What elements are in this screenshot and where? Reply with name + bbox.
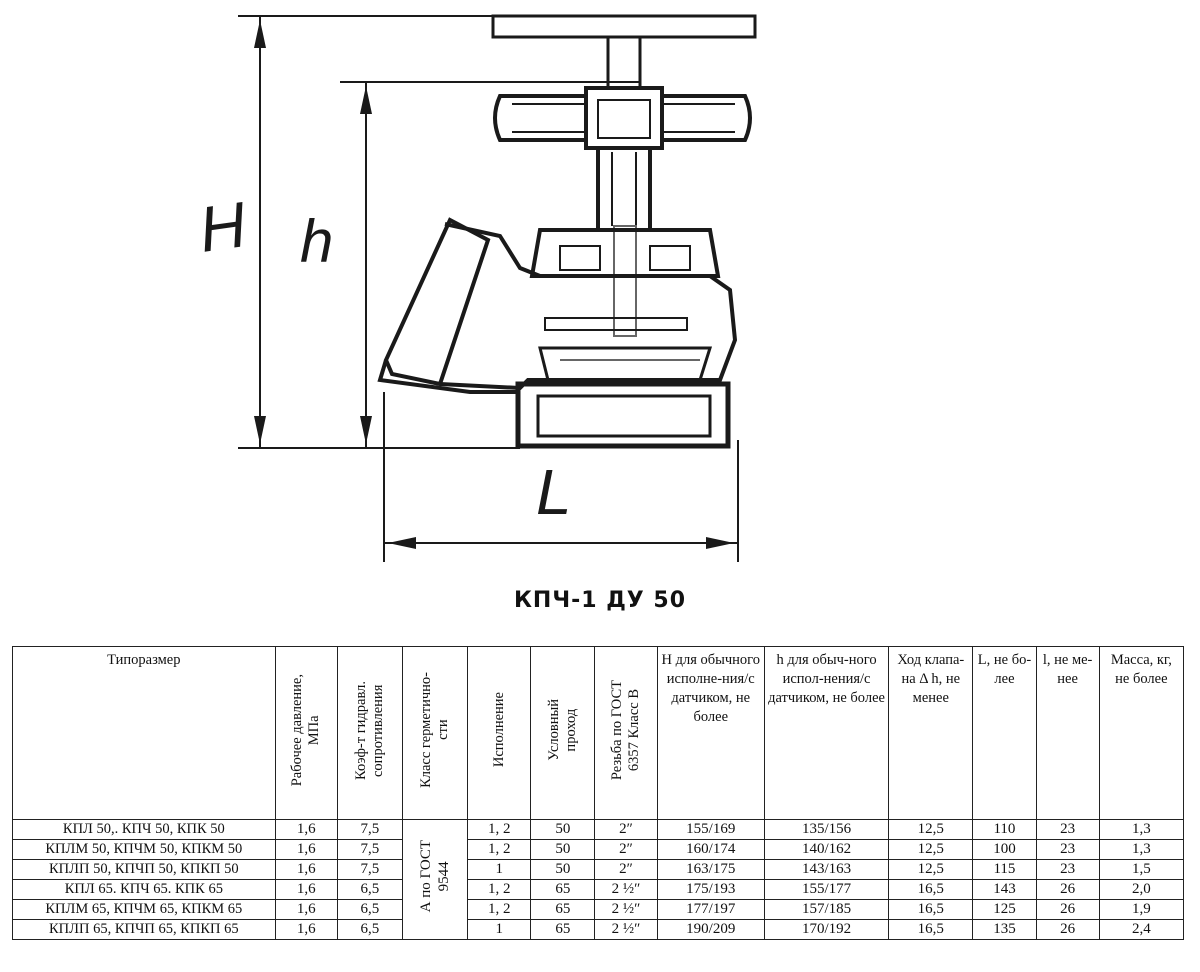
cell-L: 115 bbox=[973, 860, 1036, 880]
cell-model: КПЛ 50,. КПЧ 50, КПК 50 bbox=[13, 820, 276, 840]
cell-version: 1, 2 bbox=[468, 880, 531, 900]
cell-l: 23 bbox=[1036, 860, 1099, 880]
header-cell: l, не ме-нее bbox=[1036, 647, 1099, 820]
dim-L-label: L bbox=[536, 456, 572, 528]
header-cell: Резьба по ГОСТ 6357 Класс В bbox=[595, 647, 657, 820]
header-cell: Ход клапа-на Δ h, не менее bbox=[889, 647, 973, 820]
cell-H: 163/175 bbox=[657, 860, 764, 880]
cell-mass: 1,3 bbox=[1099, 840, 1183, 860]
cell-version: 1, 2 bbox=[468, 900, 531, 920]
cell-l: 23 bbox=[1036, 840, 1099, 860]
cell-nominal-bore: 50 bbox=[531, 840, 595, 860]
cell-resistance: 7,5 bbox=[337, 840, 402, 860]
cell-thread: 2 ½″ bbox=[595, 900, 657, 920]
cell-nominal-bore: 65 bbox=[531, 900, 595, 920]
cell-nominal-bore: 65 bbox=[531, 880, 595, 900]
header-cell: L, не бо-лее bbox=[973, 647, 1036, 820]
cell-L: 143 bbox=[973, 880, 1036, 900]
cell-resistance: 6,5 bbox=[337, 880, 402, 900]
cell-resistance: 7,5 bbox=[337, 860, 402, 880]
cell-mass: 2,4 bbox=[1099, 920, 1183, 940]
cell-H: 175/193 bbox=[657, 880, 764, 900]
cell-model: КПЛ 65. КПЧ 65. КПК 65 bbox=[13, 880, 276, 900]
cell-pressure: 1,6 bbox=[275, 820, 337, 840]
cell-thread: 2 ½″ bbox=[595, 920, 657, 940]
cell-l: 26 bbox=[1036, 900, 1099, 920]
table-row bbox=[13, 840, 1184, 860]
cell-L: 135 bbox=[973, 920, 1036, 940]
cell-mass: 1,3 bbox=[1099, 820, 1183, 840]
cell-l: 26 bbox=[1036, 920, 1099, 940]
cell-nominal-bore: 65 bbox=[531, 920, 595, 940]
cell-H: 190/209 bbox=[657, 920, 764, 940]
cell-h: 143/163 bbox=[764, 860, 888, 880]
cell-H: 177/197 bbox=[657, 900, 764, 920]
cell-l: 26 bbox=[1036, 880, 1099, 900]
drawing-caption: КПЧ-1 ДУ 50 bbox=[513, 588, 687, 613]
header-cell: Типоразмер bbox=[13, 647, 276, 820]
cell-pressure: 1,6 bbox=[275, 880, 337, 900]
cell-pressure: 1,6 bbox=[275, 860, 337, 880]
table-row bbox=[13, 880, 1184, 900]
cell-stroke: 12,5 bbox=[889, 840, 973, 860]
cell-L: 110 bbox=[973, 820, 1036, 840]
table-row bbox=[13, 860, 1184, 880]
cell-tightness-class: А по ГОСТ 9544 bbox=[402, 820, 467, 940]
cell-l: 23 bbox=[1036, 820, 1099, 840]
cell-L: 125 bbox=[973, 900, 1036, 920]
cell-L: 100 bbox=[973, 840, 1036, 860]
cell-H: 155/169 bbox=[657, 820, 764, 840]
cell-version: 1 bbox=[468, 860, 531, 880]
cell-nominal-bore: 50 bbox=[531, 860, 595, 880]
cell-stroke: 16,5 bbox=[889, 920, 973, 940]
cell-stroke: 12,5 bbox=[889, 860, 973, 880]
spec-table bbox=[12, 646, 1184, 940]
cell-mass: 1,9 bbox=[1099, 900, 1183, 920]
cell-pressure: 1,6 bbox=[275, 840, 337, 860]
cell-version: 1, 2 bbox=[468, 840, 531, 860]
cell-resistance: 6,5 bbox=[337, 900, 402, 920]
cell-resistance: 6,5 bbox=[337, 920, 402, 940]
cell-stroke: 12,5 bbox=[889, 820, 973, 840]
table-row bbox=[13, 920, 1184, 940]
cell-version: 1 bbox=[468, 920, 531, 940]
header-cell: Условный проход bbox=[531, 647, 595, 820]
header-cell: h для обыч-ного испол-нения/с датчиком, не более bbox=[764, 647, 888, 820]
cell-h: 140/162 bbox=[764, 840, 888, 860]
header-cell: Исполнение bbox=[468, 647, 531, 820]
cell-model: КПЛМ 50, КПЧМ 50, КПКМ 50 bbox=[13, 840, 276, 860]
cell-model: КПЛМ 65, КПЧМ 65, КПКМ 65 bbox=[13, 900, 276, 920]
cell-stroke: 16,5 bbox=[889, 900, 973, 920]
cell-thread: 2″ bbox=[595, 840, 657, 860]
cell-thread: 2″ bbox=[595, 860, 657, 880]
dim-h-label: h bbox=[300, 208, 334, 275]
cell-resistance: 7,5 bbox=[337, 820, 402, 840]
cell-h: 170/192 bbox=[764, 920, 888, 940]
header-cell: Рабочее давление, МПа bbox=[275, 647, 337, 820]
cell-model: КПЛП 65, КПЧП 65, КПКП 65 bbox=[13, 920, 276, 940]
cell-thread: 2″ bbox=[595, 820, 657, 840]
cell-pressure: 1,6 bbox=[275, 900, 337, 920]
table-row bbox=[13, 820, 1184, 840]
table-header-row bbox=[13, 647, 1184, 820]
header-cell: Масса, кг, не более bbox=[1099, 647, 1183, 820]
header-cell: H для обычного исполне-ния/с датчиком, не более bbox=[657, 647, 764, 820]
cell-thread: 2 ½″ bbox=[595, 880, 657, 900]
cell-mass: 2,0 bbox=[1099, 880, 1183, 900]
table-row bbox=[13, 900, 1184, 920]
cell-h: 135/156 bbox=[764, 820, 888, 840]
cell-mass: 1,5 bbox=[1099, 860, 1183, 880]
cell-version: 1, 2 bbox=[468, 820, 531, 840]
cell-H: 160/174 bbox=[657, 840, 764, 860]
dim-H-label: H bbox=[194, 188, 251, 266]
header-cell: Коэф-т гидравл. сопротивления bbox=[337, 647, 402, 820]
header-cell: Класс герметично- сти bbox=[402, 647, 467, 820]
cell-pressure: 1,6 bbox=[275, 920, 337, 940]
cell-h: 157/185 bbox=[764, 900, 888, 920]
cell-nominal-bore: 50 bbox=[531, 820, 595, 840]
cell-stroke: 16,5 bbox=[889, 880, 973, 900]
cell-h: 155/177 bbox=[764, 880, 888, 900]
cell-model: КПЛП 50, КПЧП 50, КПКП 50 bbox=[13, 860, 276, 880]
